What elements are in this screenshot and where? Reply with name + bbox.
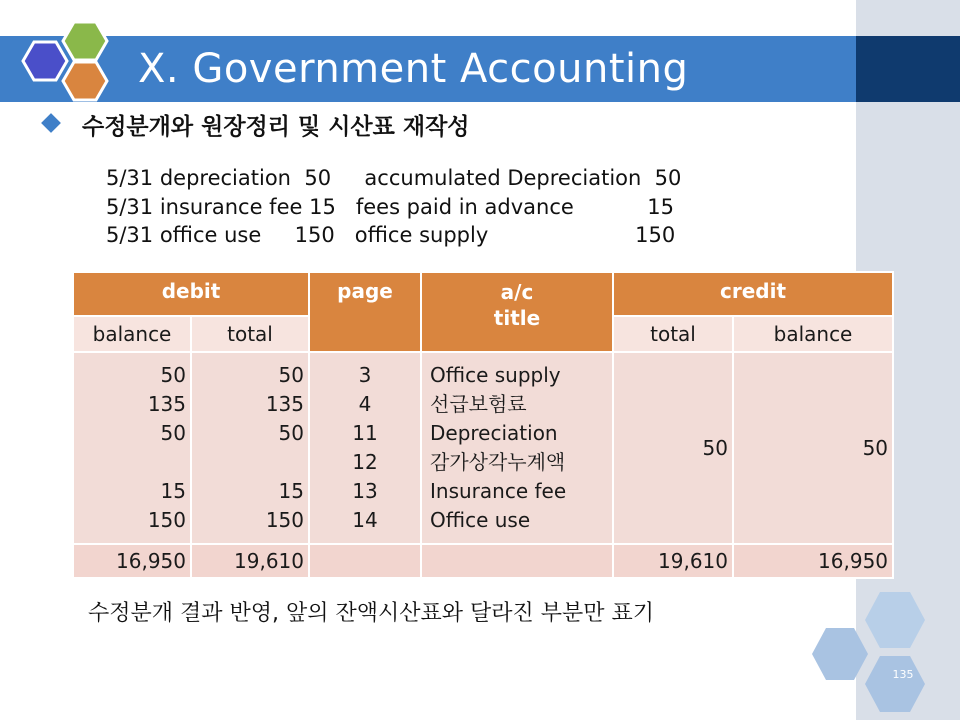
slide-subtitle: 수정분개와 원장정리 및 시산표 재작성 [82,114,470,140]
subheader-credit-total: total [613,316,733,352]
account-title-cell: Office supply 선급보험료 Depreciation 감가상각누계액 Insurance fee Office use [421,352,613,544]
total-credit-balance: 16,950 [733,544,893,578]
journal-line-insurance: 5/31 insurance fee 15 fees paid in advance 15 [106,195,674,219]
page-number: 135 [892,668,914,681]
header-ac-title: a/c title [421,272,613,352]
total-title-empty [421,544,613,578]
slide-title: X. Government Accounting [138,46,689,92]
total-debit-balance: 16,950 [73,544,191,578]
subheader-credit-balance: balance [733,316,893,352]
slide-note: 수정분개 결과 반영, 앞의 잔액시산표와 달라진 부분만 표기 [88,601,654,626]
title-bar-dark-end [856,36,960,102]
subheader-debit-balance: balance [73,316,191,352]
total-credit-total: 19,610 [613,544,733,578]
hexagon-decoration-icon [806,588,956,720]
total-debit-total: 19,610 [191,544,309,578]
page-cell: 3 4 11 12 13 14 [309,352,421,544]
journal-line-office: 5/31 office use 150 office supply 150 [106,223,676,247]
header-debit: debit [73,272,309,316]
journal-line-depreciation: 5/31 depreciation 50 accumulated Depreciation 50 [106,166,682,190]
credit-balance-cell: 50 [733,352,893,544]
credit-total-cell: 50 [613,352,733,544]
trial-balance-table [72,271,894,579]
hexagon-logo-icon [10,20,120,120]
total-page-empty [309,544,421,578]
debit-total-cell: 50 135 50 15 150 [191,352,309,544]
debit-balance-cell: 50 135 50 15 150 [73,352,191,544]
header-credit: credit [613,272,893,316]
header-page: page [309,272,421,352]
subheader-debit-total: total [191,316,309,352]
